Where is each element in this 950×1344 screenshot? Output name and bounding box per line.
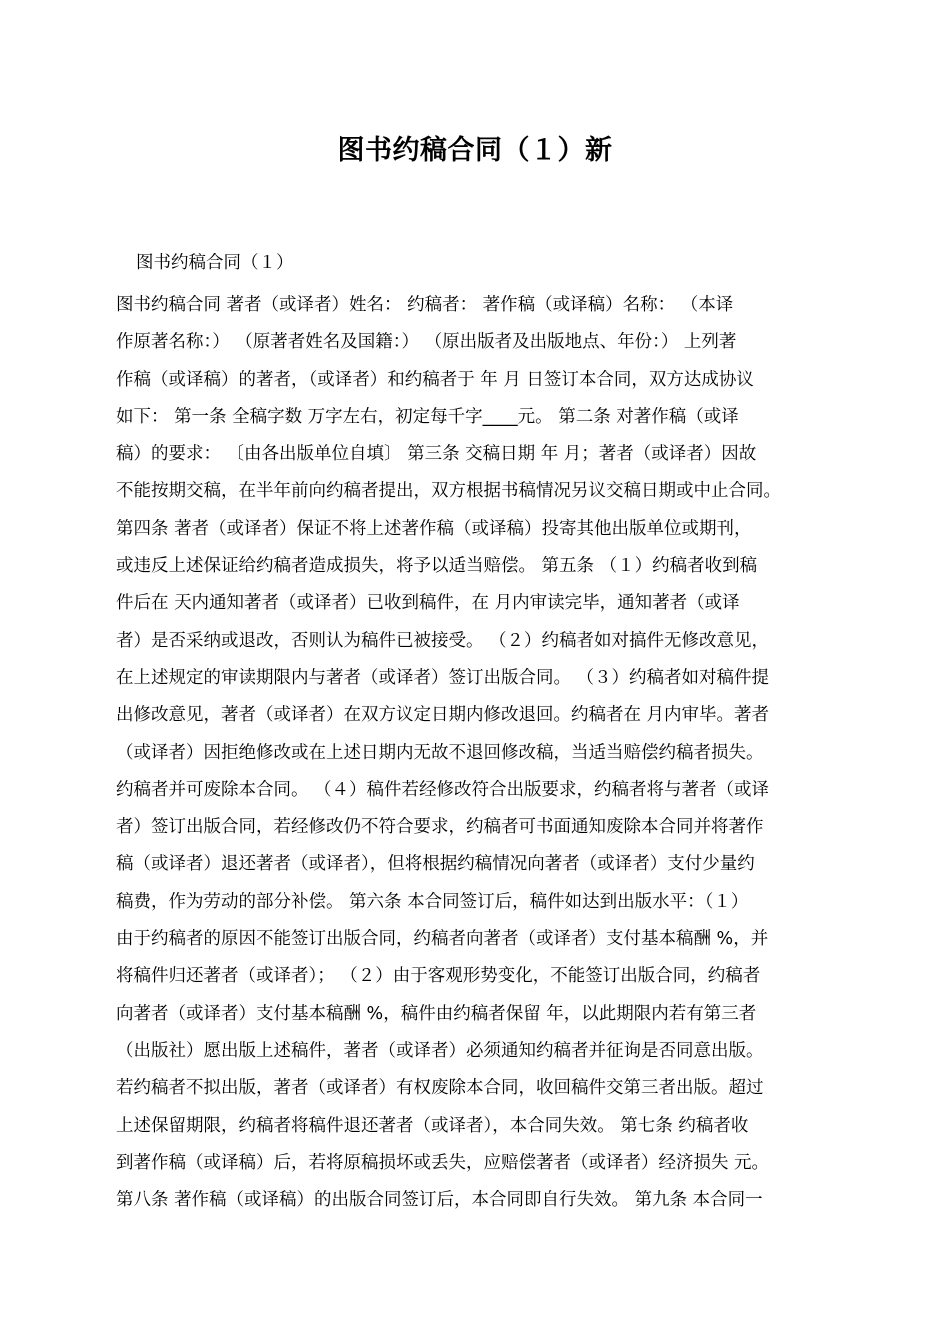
body-text-line: 第八条 著作稿（或译稿）的出版合同签订后，本合同即自行失效。 第九条 本合同一 (116, 1190, 763, 1211)
body-text-line: 图书约稿合同 著者（或译者）姓名： 约稿者： 著作稿（或译稿）名称： （本译 (116, 295, 734, 315)
body-text-line: 稿（或译者）退还著者（或译者），但将根据约稿情况向著者（或译者）支付少量约 (116, 854, 755, 875)
body-text-line: （出版社）愿出版上述稿件，著者（或译者）必须通知约稿者并征询是否同意出版。 (116, 1040, 764, 1061)
body-text-line: 由于约稿者的原因不能签订出版合同，约稿者向著者（或译者）支付基本稿酬 %，并 (116, 929, 769, 950)
document-body (116, 287, 846, 1219)
body-text-line: 稿费，作为劳动的部分补偿。 第六条 本合同签订后，稿件如达到出版水平：（１） (116, 891, 749, 912)
body-text-line: 作稿（或译稿）的著者，（或译者）和约稿者于 年 月 日签订本合同，双方达成协议 (116, 369, 754, 390)
body-text-line: 作原著名称：） （原著者姓名及国籍：） （原出版者及出版地点、年份：） 上列著 (116, 332, 737, 353)
body-text-line: 第四条 著者（或译者）保证不将上述著作稿（或译稿）投寄其他出版单位或期刊， (116, 518, 752, 539)
document-title: 图书约稿合同（１）新 (337, 135, 613, 166)
body-text-line: 稿）的要求： 〔由各出版单位自填〕 第三条 交稿日期 年 月；著者（或译者）因故 (116, 444, 757, 465)
body-text-line: 或违反上述保证给约稿者造成损失，将予以适当赔偿。 第五条 （１）约稿者收到稿 (116, 556, 758, 577)
body-text-line: 件后在 天内通知著者（或译者）已收到稿件，在 月内审读完毕，通知著者（或译 (116, 593, 740, 614)
body-text-line: （或译者）因拒绝修改或在上述日期内无故不退回修改稿，当适当赔偿约稿者损失。 (116, 742, 764, 763)
body-text-line: 出修改意见，著者（或译者）在双方议定日期内修改退回。约稿者在 月内审毕。著者 (116, 705, 770, 726)
document-subtitle: 图书约稿合同（１） (136, 253, 294, 273)
body-text-line: 如下： 第一条 全稿字数 万字左右，初定每千字____元。 第二条 对著作稿（或译 (116, 406, 739, 427)
body-text-line: 上述保留期限，约稿者将稿件退还著者（或译者），本合同失效。 第七条 约稿者收 (116, 1115, 749, 1136)
body-text-line: 者）签订出版合同，若经修改仍不符合要求，约稿者可书面通知废除本合同并将著作 (116, 817, 764, 838)
body-text-line: 向著者（或译者）支付基本稿酬 %，稿件由约稿者保留 年，以此期限内若有第三者 (116, 1003, 757, 1024)
body-text-line: 不能按期交稿，在半年前向约稿者提出，双方根据书稿情况另议交稿日期或中止合同。 (116, 481, 781, 502)
body-text-line: 者）是否采纳或退改，否则认为稿件已被接受。 （２）约稿者如对搞件无修改意见， (116, 630, 770, 651)
body-text-line: 将稿件归还著者（或译者）； （２）由于客观形势变化，不能签订出版合同，约稿者 (116, 966, 761, 987)
body-text-line: 若约稿者不拟出版，著者（或译者）有权废除本合同，收回稿件交第三者出版。超过 (116, 1078, 764, 1099)
body-text-line: 约稿者并可废除本合同。 （４）稿件若经修改符合出版要求，约稿者将与著者（或译 (116, 779, 770, 800)
body-text-line: 到著作稿（或译稿）后，若将原稿损坏或丢失，应赔偿著者（或译者）经济损失 元。 (116, 1152, 770, 1173)
body-text-line: 在上述规定的审读期限内与著者（或译者）签订出版合同。 （３）约稿者如对稿件提 (116, 667, 770, 688)
